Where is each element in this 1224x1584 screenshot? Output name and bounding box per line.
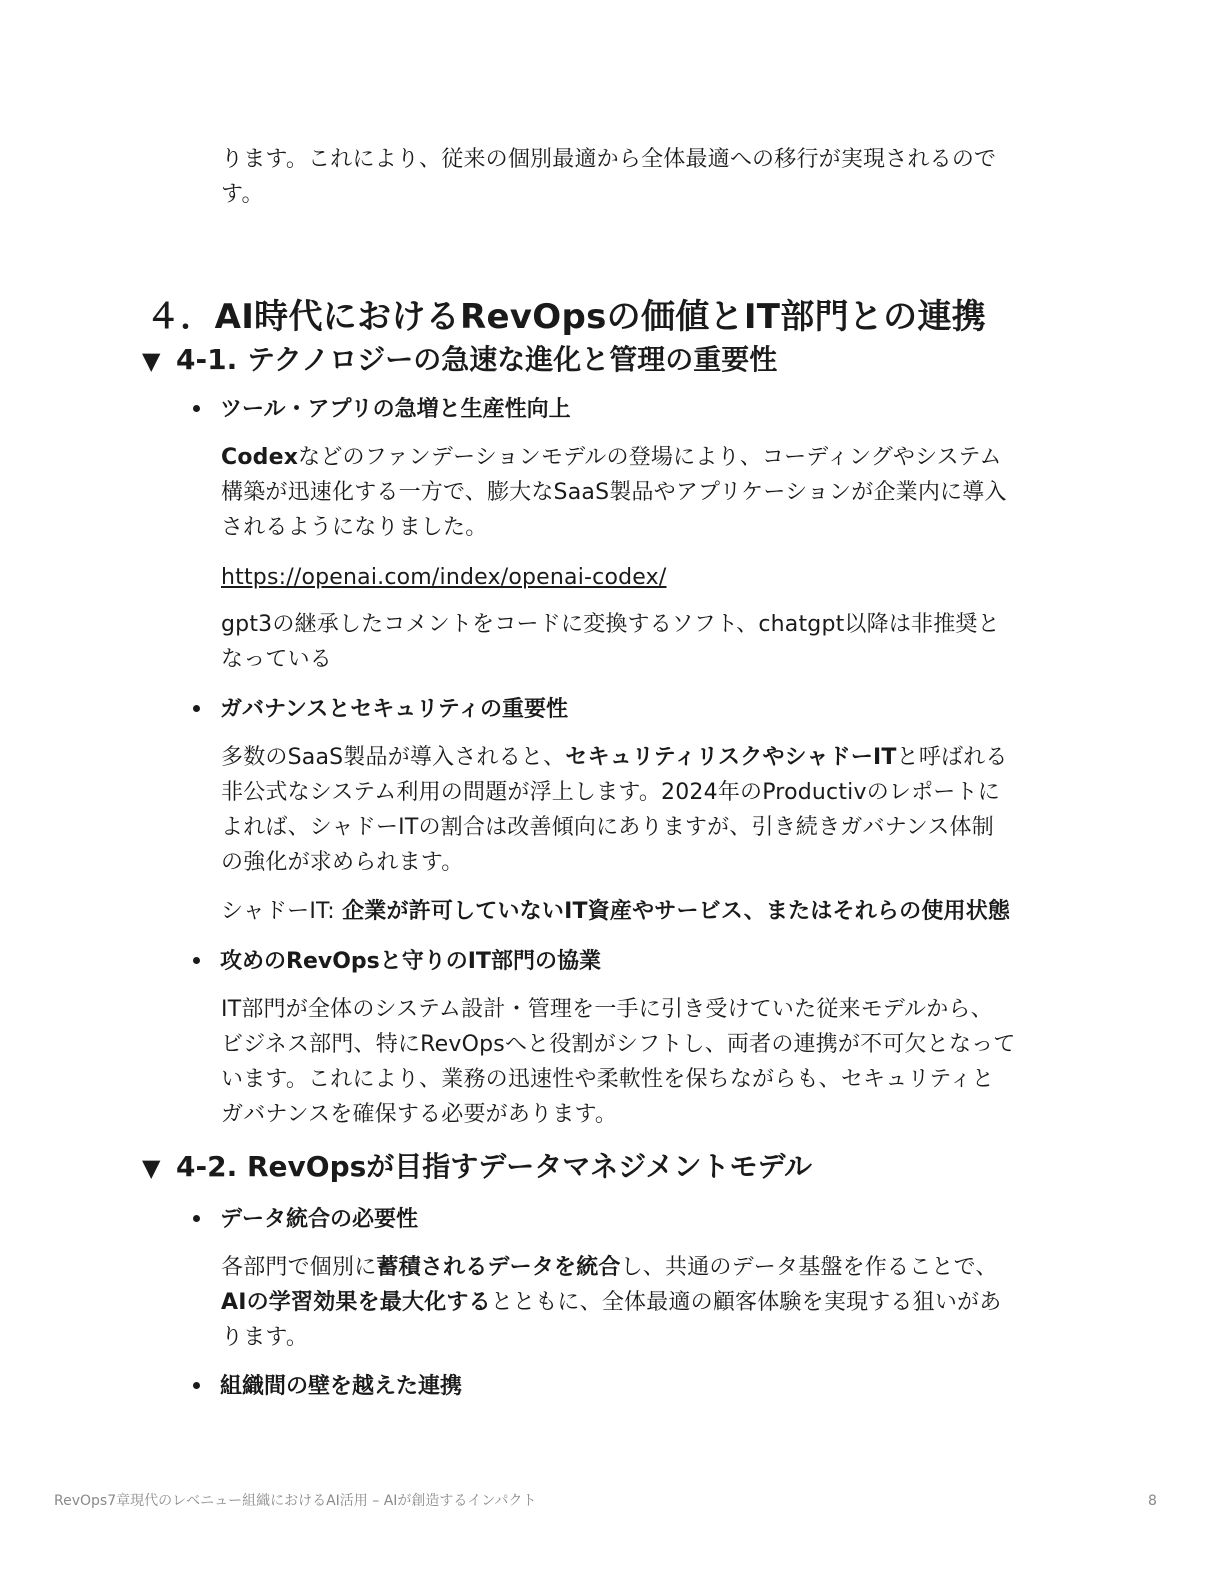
- note-line-1: gpt3の継承したコメントをコードに変換するソフト、chatgpt以降は非推奨と: [221, 612, 1000, 637]
- bullet-dot-icon: [193, 405, 200, 412]
- data-line-1c: し、共通のデータ基盤を作ることで、: [620, 1255, 998, 1280]
- subsection-4-2-heading[interactable]: [142, 1147, 812, 1188]
- tools-line-3: されるようになりました。: [221, 515, 488, 540]
- codex-bold: Codex: [221, 445, 299, 470]
- section-4-heading: ４．AI時代におけるRevOpsの価値とIT部門との連携: [146, 297, 987, 337]
- bullet-heading-text: データ統合の必要性: [220, 1207, 419, 1232]
- bullet-dot-icon: [193, 1215, 200, 1222]
- tools-paragraph: [221, 440, 1071, 545]
- codex-link[interactable]: https://openai.com/index/openai-codex/: [221, 565, 667, 590]
- collab-line-3: います。これにより、業務の迅速性や柔軟性を保ちながらも、セキュリティと: [221, 1067, 995, 1092]
- note-line-2: なっている: [221, 647, 333, 672]
- gov-line-1c: と呼ばれる: [896, 745, 1008, 770]
- bullet-heading-text: ツール・アプリの急増と生産性向上: [220, 397, 571, 422]
- data-line-1b: 蓄積されるデータを統合: [376, 1255, 621, 1280]
- tools-line-1: などのファンデーションモデルの登場により、コーディングやシステム: [298, 445, 1002, 470]
- bullet-dot-icon: [193, 705, 200, 712]
- intro-line-2: す。: [221, 182, 264, 207]
- governance-paragraph: [221, 740, 1071, 880]
- codex-link-paragraph: [221, 560, 1071, 595]
- subsection-4-1-heading[interactable]: [142, 340, 777, 381]
- data-line-2a: AIの学習効果を最大化する: [221, 1290, 491, 1315]
- bullet-collaboration-heading: [193, 946, 601, 978]
- collab-line-4: ガバナンスを確保する必要があります。: [221, 1102, 618, 1127]
- collapse-triangle-icon[interactable]: ▼: [142, 347, 161, 375]
- gov-line-2: 非公式なシステム利用の問題が浮上します。2024年のProductivのレポートに: [221, 780, 1000, 805]
- intro-paragraph: [221, 142, 1071, 212]
- subsection-4-2-title: 4-2. RevOpsが目指すデータマネジメントモデル: [176, 1150, 813, 1183]
- collaboration-paragraph: [221, 992, 1071, 1132]
- data-integration-paragraph: [221, 1250, 1071, 1355]
- bullet-dot-icon: [193, 1382, 200, 1389]
- gov-line-1b: セキュリティリスクやシャドーIT: [565, 745, 897, 770]
- collab-line-1: IT部門が全体のシステム設計・管理を一手に引き受けていた従来モデルから、: [221, 997, 993, 1022]
- collab-line-2: ビジネス部門、特にRevOpsへと役割がシフトし、両者の連携が不可欠となって: [221, 1032, 1016, 1057]
- bullet-heading-text: 攻めのRevOpsと守りのIT部門の協業: [220, 949, 601, 974]
- bullet-cross-org-heading: [193, 1371, 462, 1403]
- gov-line-1a: 多数のSaaS製品が導入されると、: [221, 745, 566, 770]
- subsection-4-1-title: 4-1. テクノロジーの急速な進化と管理の重要性: [176, 343, 778, 376]
- bullet-dot-icon: [193, 957, 200, 964]
- data-line-3: ります。: [221, 1325, 309, 1350]
- shadow-it-definition: [221, 894, 1071, 929]
- gov-line-3: よれば、シャドーITの割合は改善傾向にありますが、引き続きガバナンス体制: [221, 815, 994, 840]
- footer-title: RevOps7章現代のレベニュー組織におけるAI活用 – AIが創造するインパクト: [54, 1493, 537, 1509]
- def-bold: 企業が許可していないIT資産やサービス、またはそれらの使用状態: [342, 899, 1011, 924]
- data-line-2b: とともに、全体最適の顧客体験を実現する狙いがあ: [490, 1290, 1002, 1315]
- intro-line-1: ります。これにより、従来の個別最適から全体最適への移行が実現されるので: [221, 147, 997, 172]
- bullet-heading-text: 組織間の壁を越えた連携: [220, 1374, 463, 1399]
- tools-line-2: 構築が迅速化する一方で、膨大なSaaS製品やアプリケーションが企業内に導入: [221, 480, 1007, 505]
- bullet-data-integration-heading: [193, 1204, 418, 1236]
- bullet-heading-text: ガバナンスとセキュリティの重要性: [220, 697, 569, 722]
- bullet-governance-heading: [193, 694, 568, 726]
- gov-line-4: の強化が求められます。: [221, 850, 464, 875]
- collapse-triangle-icon[interactable]: ▼: [142, 1154, 161, 1182]
- def-label: シャドーIT:: [221, 899, 343, 924]
- page-number: 8: [1148, 1493, 1157, 1509]
- codex-note-paragraph: [221, 607, 1071, 677]
- bullet-tools-heading: [193, 394, 571, 426]
- data-line-1a: 各部門で個別に: [221, 1255, 377, 1280]
